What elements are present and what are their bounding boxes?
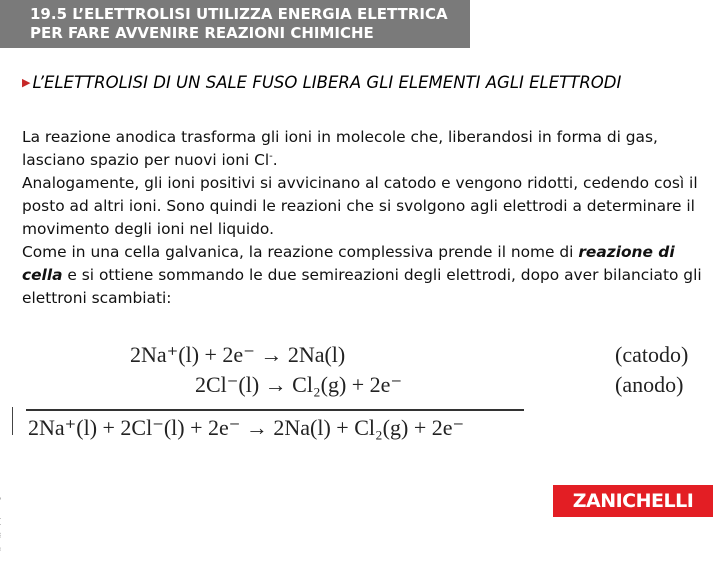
credit-divider [12, 407, 13, 435]
paragraph-1-superscript: - [269, 150, 273, 162]
cathode-equation: 2Na⁺(l) + 2e⁻ → 2Na(l) [130, 342, 346, 367]
anode-label: (anodo) [615, 372, 684, 397]
paragraph-3 [22, 241, 702, 310]
body-text [22, 126, 702, 310]
paragraph-3-start: Come in una cella galvanica, la reazione complessiva prende il nome di [22, 243, 579, 261]
paragraph-1-end: . [272, 151, 278, 169]
paragraph-2: Analogamente, gli ioni positivi si avvicinano al catodo e vengono ridotti, cedendo così il posto ad altri ioni. Sono quindi le reazioni che si svolgono agli elettrodi a determinare il movimento degli ioni nel liquido. [22, 174, 698, 238]
paragraph-1-text: La reazione anodica trasforma gli ioni in molecole che, liberandosi in forma di gas, lasciano spazio per nuovi ioni Cl [22, 128, 658, 169]
anode-equation: 2Cl⁻(l) → Cl₂(g) + 2e⁻ [195, 372, 403, 397]
paragraph-3-emphasis: reazione di cella [22, 243, 675, 284]
copyright-credit [0, 495, 1, 565]
total-equation: 2Na⁺(l) + 2Cl⁻(l) + 2e⁻ → 2Na(l) + Cl₂(g) + 2e⁻ [28, 415, 465, 440]
sum-divider [26, 409, 524, 411]
section-subtitle [22, 72, 702, 93]
paragraph-3-end: e si ottiene sommando le due semireazioni degli elettrodi, dopo aver bilanciato gli elettroni scambiati: [22, 266, 702, 307]
slide-number: 19.5 [30, 5, 68, 23]
slide-title [30, 5, 470, 43]
publisher-logo: ZANICHELLI [553, 485, 713, 517]
triangle-right-icon: ▶ [22, 76, 31, 89]
slide-title-text: L’ELETTROLISI UTILIZZA ENERGIA ELETTRICA PER FARE AVVENIRE REAZIONI CHIMICHE [30, 5, 448, 42]
paragraph-1 [22, 126, 702, 172]
cathode-label: (catodo) [615, 342, 689, 367]
subtitle-text: L’ELETTROLISI DI UN SALE FUSO LIBERA GLI ELEMENTI AGLI ELETTRODI [32, 73, 622, 92]
